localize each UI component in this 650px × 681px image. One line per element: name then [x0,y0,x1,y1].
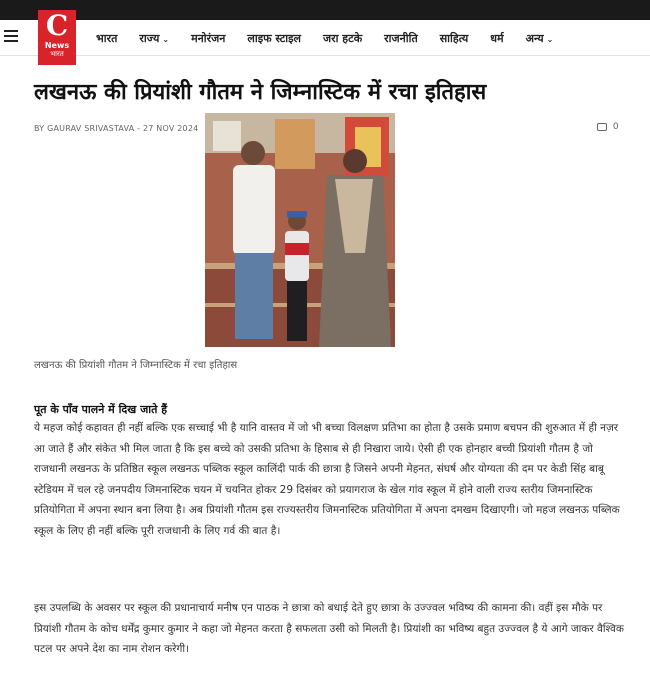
article-meta [34,124,198,133]
nav-item-8[interactable] [526,30,554,48]
chevron-down-icon: ⌄ [162,35,170,44]
nav-item-0[interactable] [96,30,117,48]
meta-separator: - [137,124,143,133]
nav-item-3[interactable] [247,30,301,48]
logo-letter: C [45,9,69,42]
article-photo [205,113,395,347]
photo-caption: लखनऊ की प्रियांशी गौतम ने जिम्नास्टिक में रचा इतिहास [34,360,238,371]
nav-item-label: राजनीति [384,32,418,45]
nav-item-2[interactable] [191,30,225,48]
logo-news: News [44,41,70,50]
article-paragraph-2: इस उपलब्धि के अवसर पर स्कूल की प्रधानाचार्य मनीष एन पाठक ने छात्रा को बधाई देते हुए छात्रा के उज्ज्वल भविष्य की कामना की। वहीं इस मौके पर प्रियांशी गौतम के कोच धर्मेंद्र कुमार कुमार ने कहा जो मेहनत करता है सफलता उसी को मिलती है। प्रियांशी का भविष्य बहुत उज्ज्वल है ये आगे जाकर वैश्विक पटल पर अपने देश का नाम रोशन करेगी। [34,602,624,655]
nav-item-label: धर्म [490,32,504,45]
nav-item-6[interactable] [440,30,469,48]
nav-menu [96,30,575,48]
nav-item-label: मनोरंजन [191,32,226,45]
main-navbar [0,20,650,56]
photo-illustration [205,113,395,347]
nav-item-4[interactable] [323,30,362,48]
comments-link[interactable] [597,122,619,132]
nav-item-1[interactable] [139,30,169,48]
author-link[interactable]: BY GAURAV SRIVASTAVA [34,124,135,133]
nav-item-label: जरा हटके [322,32,363,45]
nav-item-7[interactable] [490,30,503,48]
article-subhead: पूत के पाँव पालने में दिख जाते हैं [34,403,168,416]
top-bar [0,0,650,20]
nav-item-label: लाइफ स्टाइल [247,32,301,45]
publish-date: 27 NOV 2024 [142,124,199,133]
hamburger-menu-icon[interactable] [4,30,18,42]
nav-item-5[interactable] [384,30,418,48]
article-paragraph-1: ये महज कोई कहावत ही नहीं बल्कि एक सच्चाई भी है यानि वास्तव में जो भी बच्चा विलक्षण प्रतिभा का होता है उसके प्रमाण बचपन की शुरुआत में ही नज़र आ जाते हैं और संकेत भी मिल जाता है कि इस बच्चे को उसकी प्रतिभा के हिसाब से ही निखारा जाये। ऐसी ही एक होनहार बच्ची प्रियांशी गौतम है जो राजधानी लखनऊ के प्रतिष्ठित स्कूल लखनऊ पब्लिक स्कूल कालिंदी पार्क की छात्रा है जिसने अपनी मेहनत, संघर्ष और योग्यता की दम पर केडी सिंह बाबू स्टेडियम में चल रहे जनपदीय जिमनास्टिक चयन में चयनित होकर 29 दिसंबर को प्रयागराज के खेल गांव स्कूल में होने वाली राज्य स्तरीय जिमनास्टिक प्रतियोगिता में अपना स्थान बना लिया है। अब प्रियांशी गौतम इस राज्यस्तरीय जिमनास्टिक प्रतियोगिता में अपना दमखम दिखाएगी। जो महज लखनऊ पब्लिक स्कूल के लिए ही नहीं बल्कि पूरी राजधानी के लिए गर्व की बात है। [34,422,620,537]
nav-item-label: साहित्य [439,32,469,45]
nav-item-label: अन्य [525,32,544,45]
comment-icon [597,123,607,131]
article-title: लखनऊ की प्रियांशी गौतम ने जिम्नास्टिक में रचा इतिहास [34,80,487,105]
chevron-down-icon: ⌄ [546,35,554,44]
comment-count: 0 [612,122,619,132]
nav-item-label: राज्य [139,32,160,45]
logo-city: भारत [50,50,64,58]
site-logo[interactable] [38,10,76,65]
nav-item-label: भारत [96,32,118,45]
